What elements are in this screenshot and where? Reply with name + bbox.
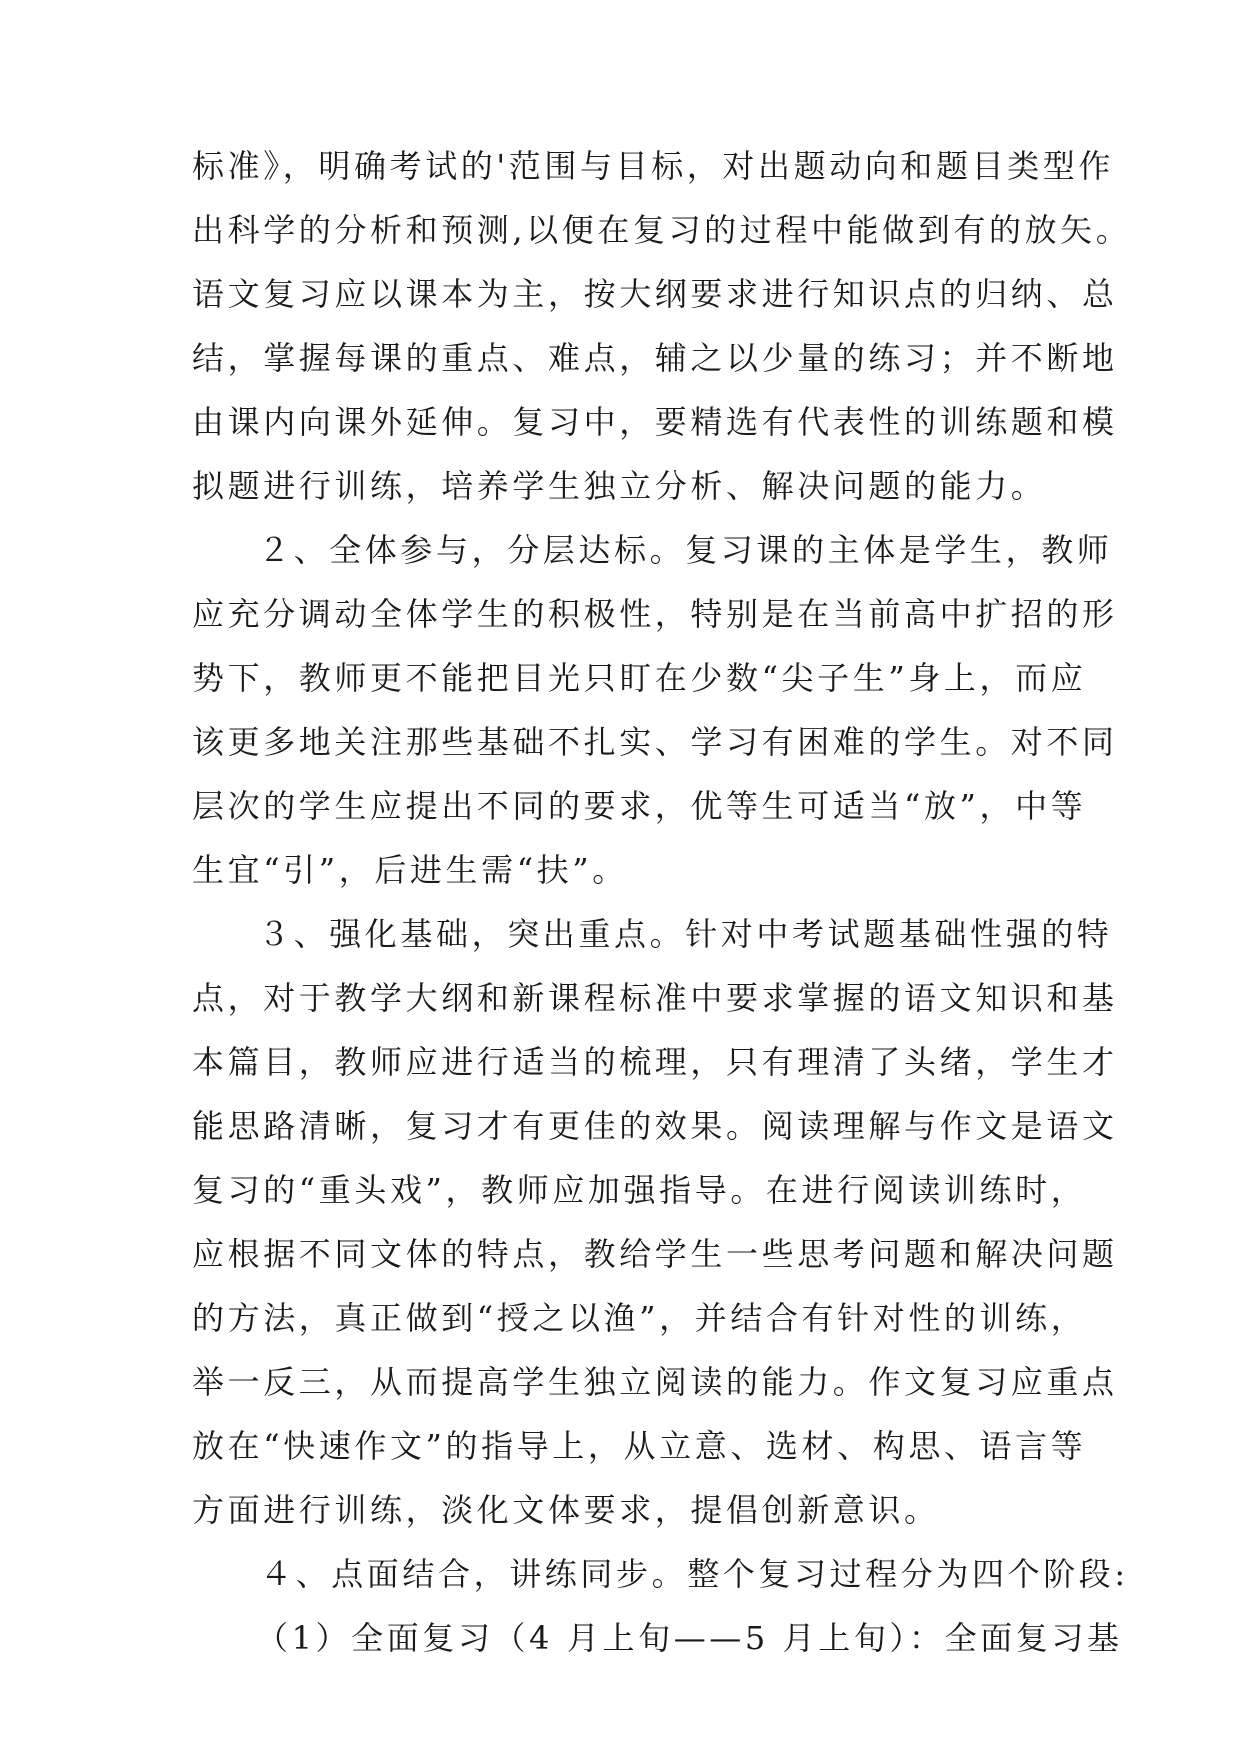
text-line: 本篇目，教师应进行适当的梳理，只有理清了头绪，学生才 [192,1043,1118,1081]
text-line: 复习的“重头戏”，教师应加强指导。在进行阅读训练时， [192,1171,1087,1209]
text-line: 点，对于教学大纲和新课程标准中要求掌握的语文知识和基 [192,979,1118,1017]
text-line: 语文复习应以课本为主，按大纲要求进行知识点的归纳、总 [192,275,1118,313]
text-line: 由课内向课外延伸。复习中，要精选有代表性的训练题和模 [192,403,1118,441]
stage-1-line: （1）全面复习（4 月上旬——5 月上旬）：全面复习基 [256,1619,1123,1657]
paragraph-2-first-line: ２、全体参与，分层达标。复习课的主体是学生，教师 [258,531,1113,569]
text-line: 应充分调动全体学生的积极性，特别是在当前高中扩招的形 [192,595,1118,633]
text-line: 方面进行训练，淡化文体要求，提倡创新意识。 [192,1491,940,1529]
text-line: 举一反三，从而提高学生独立阅读的能力。作文复习应重点 [192,1363,1118,1401]
text-line: 标准》，明确考试的'范围与目标，对出题动向和题目类型作 [192,147,1114,185]
text-line: 拟题进行训练，培养学生独立分析、解决问题的能力。 [192,467,1047,505]
text-line: 结，掌握每课的重点、难点，辅之以少量的练习；并不断地 [192,339,1118,377]
text-line: 应根据不同文体的特点，教给学生一些思考问题和解决问题 [192,1235,1118,1273]
text-line: 出科学的分析和预测,以便在复习的过程中能做到有的放矢。 [192,211,1132,249]
paragraph-4-first-line: ４、点面结合，讲练同步。整个复习过程分为四个阶段: [260,1555,1129,1593]
text-line: 的方法，真正做到“授之以渔”，并结合有针对性的训练， [192,1299,1087,1337]
text-line: 势下，教师更不能把目光只盯在少数“尖子生”身上，而应 [192,659,1087,697]
text-line: 生宜“引”，后进生需“扶”。 [192,851,628,889]
text-line: 该更多地关注那些基础不扎实、学习有困难的学生。对不同 [192,723,1118,761]
paragraph-3-first-line: ３、强化基础，突出重点。针对中考试题基础性强的特 [258,915,1113,953]
text-line: 放在“快速作文”的指导上，从立意、选材、构思、语言等 [192,1427,1087,1465]
text-line: 能思路清晰，复习才有更佳的效果。阅读理解与作文是语文 [192,1107,1118,1145]
text-line: 层次的学生应提出不同的要求，优等生可适当“放”，中等 [192,787,1087,825]
